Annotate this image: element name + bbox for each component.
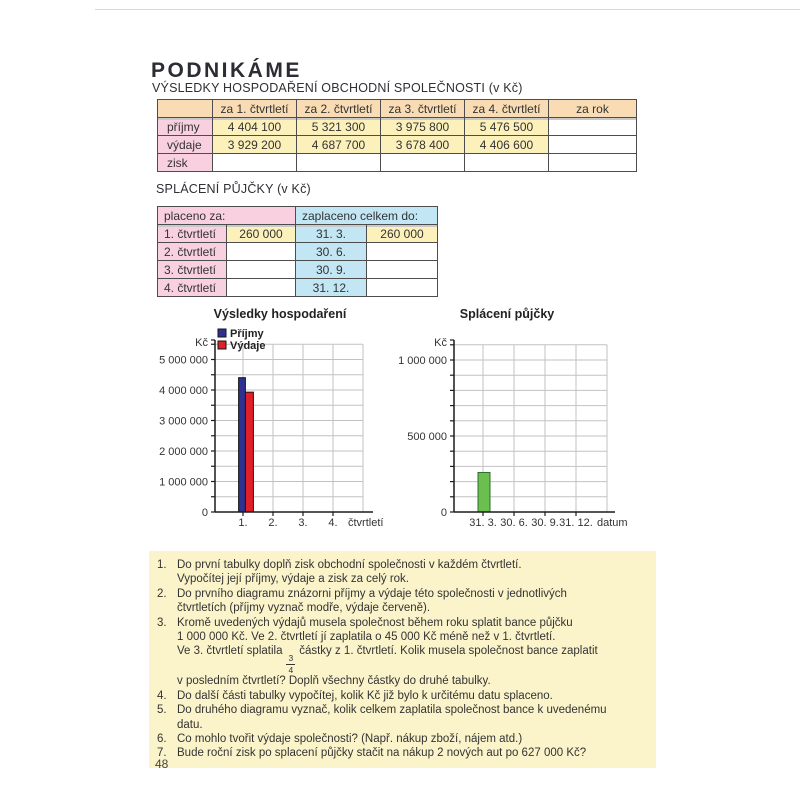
task-line: Vypočítej její příjmy, výdaje a zisk za celý rok. xyxy=(177,573,409,586)
y-unit-label: Kč xyxy=(434,337,447,349)
task-item-1 xyxy=(157,558,648,587)
income-q2: 5 321 300 xyxy=(297,118,381,136)
x-tick-label: 4. xyxy=(328,517,338,529)
task-line: Do prvního diagramu znázorni příjmy a výdaje této společnosti v jednotlivých xyxy=(177,587,567,600)
task-line-pre: Ve 3. čtvrtletí splatila xyxy=(177,645,283,658)
expenses-q4: 4 406 600 xyxy=(465,136,549,154)
expenses-q3: 3 678 400 xyxy=(381,136,465,154)
y-tick-label: 500 000 xyxy=(407,431,447,443)
loan-q1-label: 1. čtvrtletí xyxy=(158,225,227,243)
expenses-q1: 3 929 200 xyxy=(213,136,297,154)
tasks-panel xyxy=(149,551,656,768)
profit-q3-empty xyxy=(381,154,465,172)
bar-výdaje-q1 xyxy=(245,392,253,512)
loan-q4-date: 31. 12. xyxy=(296,279,367,297)
x-axis-label: čtvrtletí xyxy=(348,517,384,529)
loan-q3-total-empty xyxy=(367,261,438,279)
income-q3: 3 975 800 xyxy=(381,118,465,136)
y-tick-label: 0 xyxy=(440,507,447,519)
loan-header-paid-total: zaplaceno celkem do: xyxy=(296,207,438,225)
x-tick-label: 31. 3. xyxy=(469,517,497,529)
profit-q1-empty xyxy=(213,154,297,172)
task-text xyxy=(177,703,648,732)
task-item-7 xyxy=(157,746,648,760)
x-tick-label: 3. xyxy=(298,517,308,529)
bar-příjmy-q1 xyxy=(239,378,246,512)
results-plot-area xyxy=(159,340,373,529)
loan-table xyxy=(157,206,438,297)
loan-q2-paid-empty xyxy=(227,243,296,261)
loan-row-q1 xyxy=(158,225,438,243)
task-number: 7. xyxy=(157,747,167,760)
task-line-post: částky z 1. čtvrtletí. Kolik musela společnost bance zaplatit xyxy=(299,645,598,658)
loan-q3-date: 30. 9. xyxy=(296,261,367,279)
task-line: Do druhého diagramu vyznač, kolik celkem zaplatila společnost bance k uvedenému xyxy=(177,704,607,717)
task-line: Kromě uvedených výdajů musela společnost během roku splatit bance půjčku xyxy=(177,616,573,629)
task-number: 5. xyxy=(157,704,167,717)
task-line-with-fraction xyxy=(177,644,648,674)
task-line: 1 000 000 Kč. Ve 2. čtvrtletí jí zaplatila o 45 000 Kč méně než v 1. čtvrtletí. xyxy=(177,631,556,644)
legend-swatch-prijmy xyxy=(218,329,226,337)
y-tick-label: 1 000 000 xyxy=(159,476,208,489)
income-q4: 5 476 500 xyxy=(465,118,549,136)
task-item-6 xyxy=(157,732,648,746)
fraction-denominator: 4 xyxy=(288,664,294,675)
income-q1: 4 404 100 xyxy=(213,118,297,136)
profit-q2-empty xyxy=(297,154,381,172)
task-text xyxy=(177,746,648,760)
task-item-4 xyxy=(157,689,648,703)
task-text xyxy=(177,732,648,746)
results-bar-chart xyxy=(150,302,400,542)
profit-year-empty xyxy=(549,154,637,172)
chart-title: Splácení půjčky xyxy=(459,307,555,321)
task-number: 6. xyxy=(157,733,167,746)
x-tick-label: 2. xyxy=(268,517,278,529)
expenses-year-empty xyxy=(549,136,637,154)
fraction-numerator: 3 xyxy=(288,653,294,664)
task-line: Do další části tabulky vypočítej, kolik Kč již bylo k určitému datu splaceno. xyxy=(177,689,553,702)
results-header-q4: za 4. čtvrtletí xyxy=(465,100,549,118)
profit-q4-empty xyxy=(465,154,549,172)
page-edge-line xyxy=(95,9,800,10)
task-text xyxy=(177,558,648,587)
results-header-empty xyxy=(158,100,213,118)
legend-label-prijmy: Příjmy xyxy=(230,328,264,340)
loan-q1-date: 31. 3. xyxy=(296,225,367,243)
loan-plot-area xyxy=(398,340,615,529)
loan-q4-label: 4. čtvrtletí xyxy=(158,279,227,297)
y-tick-label: 5 000 000 xyxy=(159,354,208,367)
row-label: výdaje xyxy=(158,136,213,154)
x-axis-label: datum xyxy=(597,517,628,529)
task-number: 3. xyxy=(157,616,167,629)
results-header-q3: za 3. čtvrtletí xyxy=(381,100,465,118)
loan-q2-date: 30. 6. xyxy=(296,243,367,261)
task-text xyxy=(177,587,648,616)
loan-q3-label: 3. čtvrtletí xyxy=(158,261,227,279)
y-tick-label: 2 000 000 xyxy=(159,446,208,458)
task-number: 2. xyxy=(157,587,167,600)
task-item-5 xyxy=(157,703,648,732)
row-label: příjmy xyxy=(158,118,213,136)
y-tick-label: 1 000 000 xyxy=(398,355,447,367)
results-row-expenses xyxy=(158,136,637,154)
x-tick-label: 1. xyxy=(238,517,248,529)
expenses-q2: 4 687 700 xyxy=(297,136,381,154)
loan-q2-total-empty xyxy=(367,243,438,261)
loan-q2-label: 2. čtvrtletí xyxy=(158,243,227,261)
task-line: Co mohlo tvořit výdaje společnosti? (Např. nákup zboží, nájem atd.) xyxy=(177,733,523,746)
income-year-empty xyxy=(549,118,637,136)
x-tick-label: 30. 6. xyxy=(500,517,528,529)
task-item-3 xyxy=(157,616,648,689)
x-tick-label: 30. 9. xyxy=(531,517,559,529)
task-line: v posledním čtvrtletí? Doplň všechny částky do druhé tabulky. xyxy=(177,675,491,688)
task-number: 1. xyxy=(157,559,167,571)
legend-swatch-vydaje xyxy=(218,341,226,349)
loan-q3-paid-empty xyxy=(227,261,296,279)
task-line: Do první tabulky doplň zisk obchodní společnosti v každém čtvrtletí. xyxy=(177,559,522,571)
task-line: datu. xyxy=(177,718,203,731)
task-text xyxy=(177,616,648,689)
section1-heading: VÝSLEDKY HOSPODAŘENÍ OBCHODNÍ SPOLEČNOSTI (v Kč) xyxy=(152,81,523,95)
page-number: 48 xyxy=(155,757,169,771)
fraction-three-quarters xyxy=(286,654,295,674)
page-title: PODNIKÁME xyxy=(151,59,302,83)
loan-row-q4 xyxy=(158,279,438,297)
loan-q4-total-empty xyxy=(367,279,438,297)
y-tick-label: 3 000 000 xyxy=(159,415,208,428)
loan-q4-paid-empty xyxy=(227,279,296,297)
y-tick-label: 0 xyxy=(201,507,208,519)
loan-q1-total: 260 000 xyxy=(367,225,438,243)
y-tick-label: 4 000 000 xyxy=(159,385,208,397)
y-unit-label: Kč xyxy=(195,337,208,349)
task-text xyxy=(177,689,648,703)
results-header-row xyxy=(158,100,637,118)
loan-bar-chart xyxy=(390,302,680,542)
results-header-year: za rok xyxy=(549,100,637,118)
bar-paid-1 xyxy=(478,472,490,512)
results-row-profit xyxy=(158,154,637,172)
task-line: čtvrtletích (příjmy vyznač modře, výdaje červeně). xyxy=(177,602,431,615)
section2-heading: SPLÁCENÍ PŮJČKY (v Kč) xyxy=(156,182,311,196)
results-header-q1: za 1. čtvrtletí xyxy=(213,100,297,118)
legend-label-vydaje: Výdaje xyxy=(230,340,266,352)
loan-header-row xyxy=(158,207,438,225)
results-header-q2: za 2. čtvrtletí xyxy=(297,100,381,118)
task-item-2 xyxy=(157,587,648,616)
chart-title: Výsledky hospodaření xyxy=(213,307,347,321)
task-number: 4. xyxy=(157,689,167,702)
loan-row-q3 xyxy=(158,261,438,279)
task-line: Bude roční zisk po splacení půjčky stačit na nákup 2 nových aut po 627 000 Kč? xyxy=(177,747,587,760)
results-row-income xyxy=(158,118,637,136)
loan-q1-paid: 260 000 xyxy=(227,225,296,243)
x-tick-label: 31. 12. xyxy=(559,517,593,529)
results-table xyxy=(157,99,637,172)
loan-header-paid-for: placeno za: xyxy=(158,207,296,225)
row-label: zisk xyxy=(158,154,213,172)
loan-row-q2 xyxy=(158,243,438,261)
